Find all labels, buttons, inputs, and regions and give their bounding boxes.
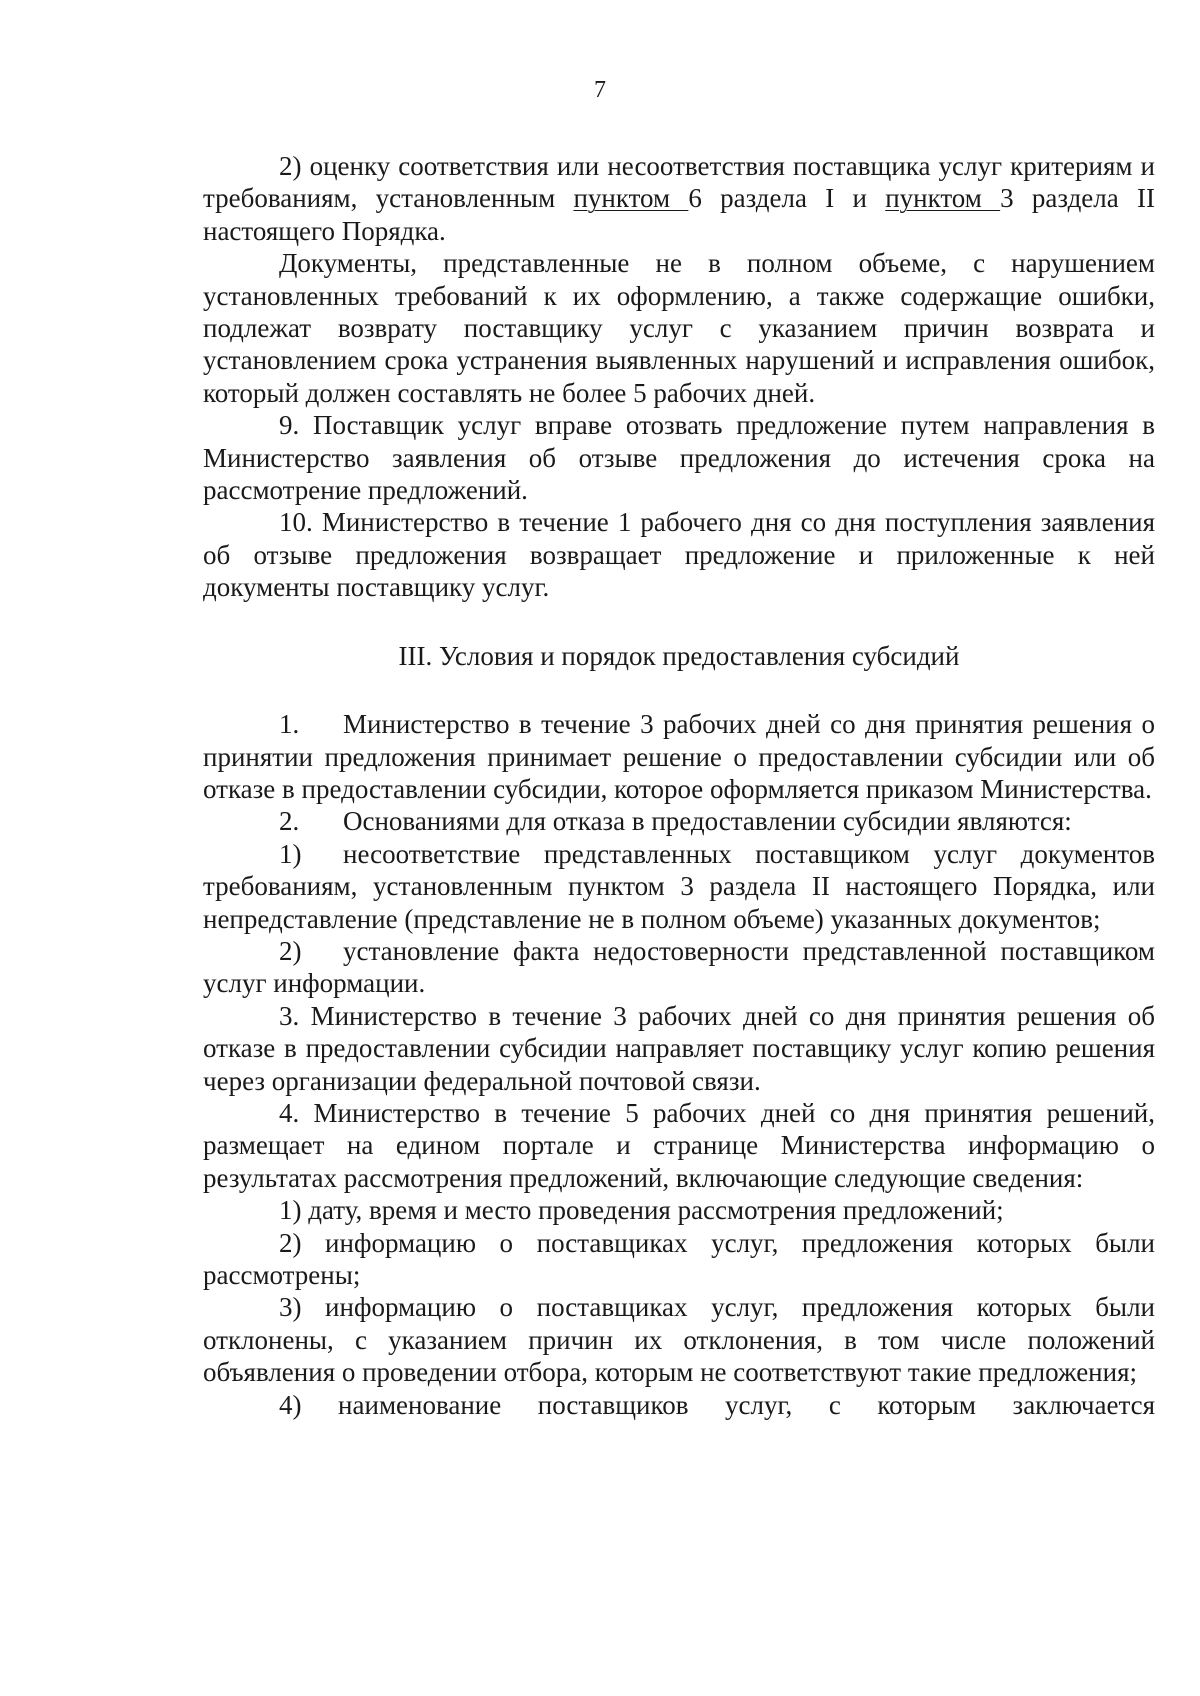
paragraph-4-item-2: 2) информацию о поставщиках услуг, предложения которых были рассмотрены;: [203, 1227, 1155, 1290]
paragraph-2-item-2-text: установление факта недостоверности представленной поставщиком услуг информации.: [203, 935, 1155, 999]
section-iii-paragraph-2: [203, 805, 1155, 837]
paragraph-10: 10. Министерство в течение 1 рабочего дня со дня поступления заявления об отзыве предложения возвращает предложение и приложенные к ней документы поставщику услуг.: [203, 507, 1155, 603]
reference-link-point-6[interactable]: пунктом: [573, 183, 689, 214]
section-iii-paragraph-1: [203, 708, 1155, 805]
section-iii-paragraph-4: 4. Министерство в течение 5 рабочих дней со дня принятия решений, размещает на едином портале и странице Министерства информацию о результатах рассмотрения предложений, включающие следующие сведения:: [203, 1097, 1155, 1193]
paragraph-1-number: 1.: [279, 709, 300, 740]
paragraph-4-item-1: 1) дату, время и место проведения рассмотрения предложений;: [279, 1195, 1004, 1226]
paragraph-1-text: Министерство в течение 3 рабочих дней со дня принятия решения о принятии предложения принимает решение о предоставлении субсидии или об отказе в предоставлении субсидии, которое оформляется приказом Министерства.: [203, 709, 1155, 804]
paragraph-2-text: Основаниями для отказа в предоставлении субсидии являются:: [343, 806, 1072, 837]
paragraph-2-item-2-number: 2): [279, 935, 302, 966]
section-iii-paragraph-2-item-2: [203, 935, 1155, 1000]
reference-link-point-3[interactable]: пунктом: [885, 183, 1001, 214]
paragraph-2-number: 2.: [279, 806, 300, 837]
paragraph-4-item-4: 4) наименование поставщиков услуг, с которым заключается: [279, 1389, 1155, 1420]
item-2-text-c: 3 раздела II настоящего Порядка.: [203, 183, 1155, 246]
paragraph-2-item-1-number: 1): [279, 838, 302, 869]
section-iii-paragraph-2-item-1: [203, 838, 1155, 935]
section-iii-paragraph-3: 3. Министерство в течение 3 рабочих дней со дня принятия решения об отказе в предоставлении субсидии направляет поставщику услуг копию решения через организации федеральной почтовой связи.: [203, 1000, 1155, 1096]
documents-return-paragraph: Документы, представленные не в полном объеме, с нарушением установленных требований к их оформлению, а также содержащие ошибки, подлежат возврату поставщику услуг с указанием причин возврата и установлением срока устранения выявленных нарушений и исправления ошибок, который должен составлять не более 5 рабочих дней.: [203, 248, 1155, 408]
item-2-criteria-assessment: [203, 150, 1155, 247]
paragraph-2-item-1-text: несоответствие представленных поставщиком услуг документов требованиям, установленным пунктом 3 раздела II настоящего Порядка, или непредставление (представление не в полном объеме) указанных документов;: [203, 838, 1155, 934]
section-iii-heading: III. Условия и порядок предоставления субсидий: [398, 640, 960, 671]
item-2-text-b: 6 раздела I и: [688, 183, 886, 214]
page-number: 7: [594, 77, 606, 103]
item-2-text-a: 2) оценку соответствия или несоответствия поставщика услуг критериям и требованиям, установленным: [203, 151, 1155, 214]
paragraph-4-item-3: 3) информацию о поставщиках услуг, предложения которых были отклонены, с указанием причин их отклонения, в том числе положений объявления о проведении отбора, которым не соответствуют такие предложения;: [203, 1292, 1155, 1388]
paragraph-9: 9. Поставщик услуг вправе отозвать предложение путем направления в Министерство заявления об отзыве предложения до истечения срока на рассмотрение предложений.: [203, 410, 1155, 506]
document-body: [203, 150, 1155, 1421]
